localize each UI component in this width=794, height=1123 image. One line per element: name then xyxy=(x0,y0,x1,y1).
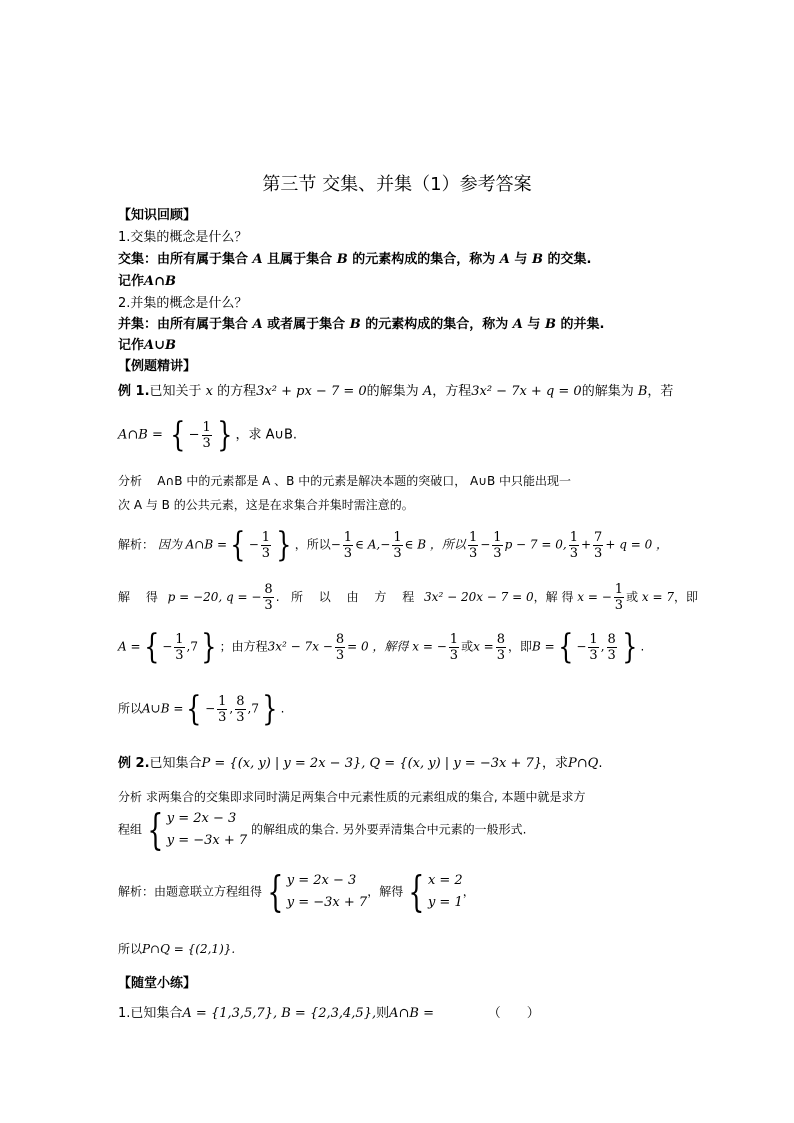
example-2-analysis: 分析 求两集合的交集即求同时满足两集合中元素性质的元素组成的集合, 本题中就是求方 xyxy=(118,790,586,804)
example-1-conclusion: 所以A∪B ={ − $\frac{1}{3}$ , $\frac{8}{3}$ ,7} . xyxy=(118,689,285,729)
example-1-analysis-line-2: 次 A 与 B 的公共元素，这是在求集合并集时需注意的。 xyxy=(118,498,414,512)
example-2-solution: 解析：由题意联立方程组得 { y = 2x − 3 y = −3x + 7 ，解得 { x = 2 y = 1 ， xyxy=(118,867,475,916)
review-answer-2: 并集：由所有属于集合 A 或者属于集合 B 的元素构成的集合，称为 A 与 B 的并集. xyxy=(118,317,605,332)
example-1-solution-line-2: 解 得 p = −20, q = − $\frac{8}{3}$ . 所 以 由 方 程 3x² − 20x − 7 = 0，解 得 x = − $\frac{1}{3}$ 或 x = 7，即 xyxy=(118,582,699,613)
review-question-2: 2.并集的概念是什么？ xyxy=(118,296,248,311)
example-2-system: 程组 { y = 2x − 3 y = −3x + 7 的解组成的集合. 另外要弄清集合中元素的一般形式. xyxy=(118,805,527,854)
section-heading-review: 【知识回顾】 xyxy=(118,208,197,223)
example-2-stem: 例 2.已知集合P = {(x, y) | y = 2x − 3}, Q = {(x, y) | y = −3x + 7}，求P∩Q. xyxy=(118,756,603,771)
review-answer-1: 交集：由所有属于集合 A 且属于集合 B 的元素构成的集合，称为 A 与 B 的交集. xyxy=(118,252,592,267)
example-1-solution-line-1: 解析： 因为 A∩B ={ − $\frac{1}{3}$ } ，所以− $\frac{1}{3}$ ∈ A,− $\frac{1}{3}$ ∈ B ，所以 $\frac{1}{3}$ − $\frac{1}{3}$ p − 7 = 0, $\frac{1}{3}$ + $\frac{7}{3}$ + q = 0 ， xyxy=(118,525,669,565)
practice-question-1: 1.已知集合A = {1,3,5,7}, B = {2,3,4,5},则A∩B = （ ） xyxy=(118,1006,540,1021)
example-2-conclusion: 所以P∩Q = {(2,1)}. xyxy=(118,942,236,956)
example-1-analysis-line-1: 分析 A∩B 中的元素都是 A 、B 中的元素是解决本题的突破口， A∪B 中只能出现一 xyxy=(118,474,572,488)
review-question-1: 1.交集的概念是什么？ xyxy=(118,230,248,245)
review-notation-1: 记作A∩B xyxy=(118,274,176,289)
page-title: 第三节 交集、并集（1）参考答案 xyxy=(262,174,532,195)
example-1-solution-line-3: A ={ − $\frac{1}{3}$ ,7} ；由方程3x² − 7x − $\frac{8}{3}$ = 0 ，解得 x = − $\frac{1}{3}$ 或x = $\frac{8}{3}$ ，即B ={ − $\frac{1}{3}$ , $\frac{8}{3}$ } . xyxy=(118,627,645,667)
review-notation-2: 记作A∪B xyxy=(118,338,176,353)
example-1-stem: 例 1.已知关于 x 的方程3x² + px − 7 = 0的解集为 A，方程3x² − 7x + q = 0的解集为 B，若 xyxy=(118,384,674,399)
section-heading-practice: 【随堂小练】 xyxy=(118,976,197,991)
section-heading-examples: 【例题精讲】 xyxy=(118,359,197,374)
example-1-condition: A∩B = { − $\frac{1}{3}$ } ，求 A∪B. xyxy=(118,415,298,455)
answer-blank: （ ） xyxy=(487,1006,540,1021)
